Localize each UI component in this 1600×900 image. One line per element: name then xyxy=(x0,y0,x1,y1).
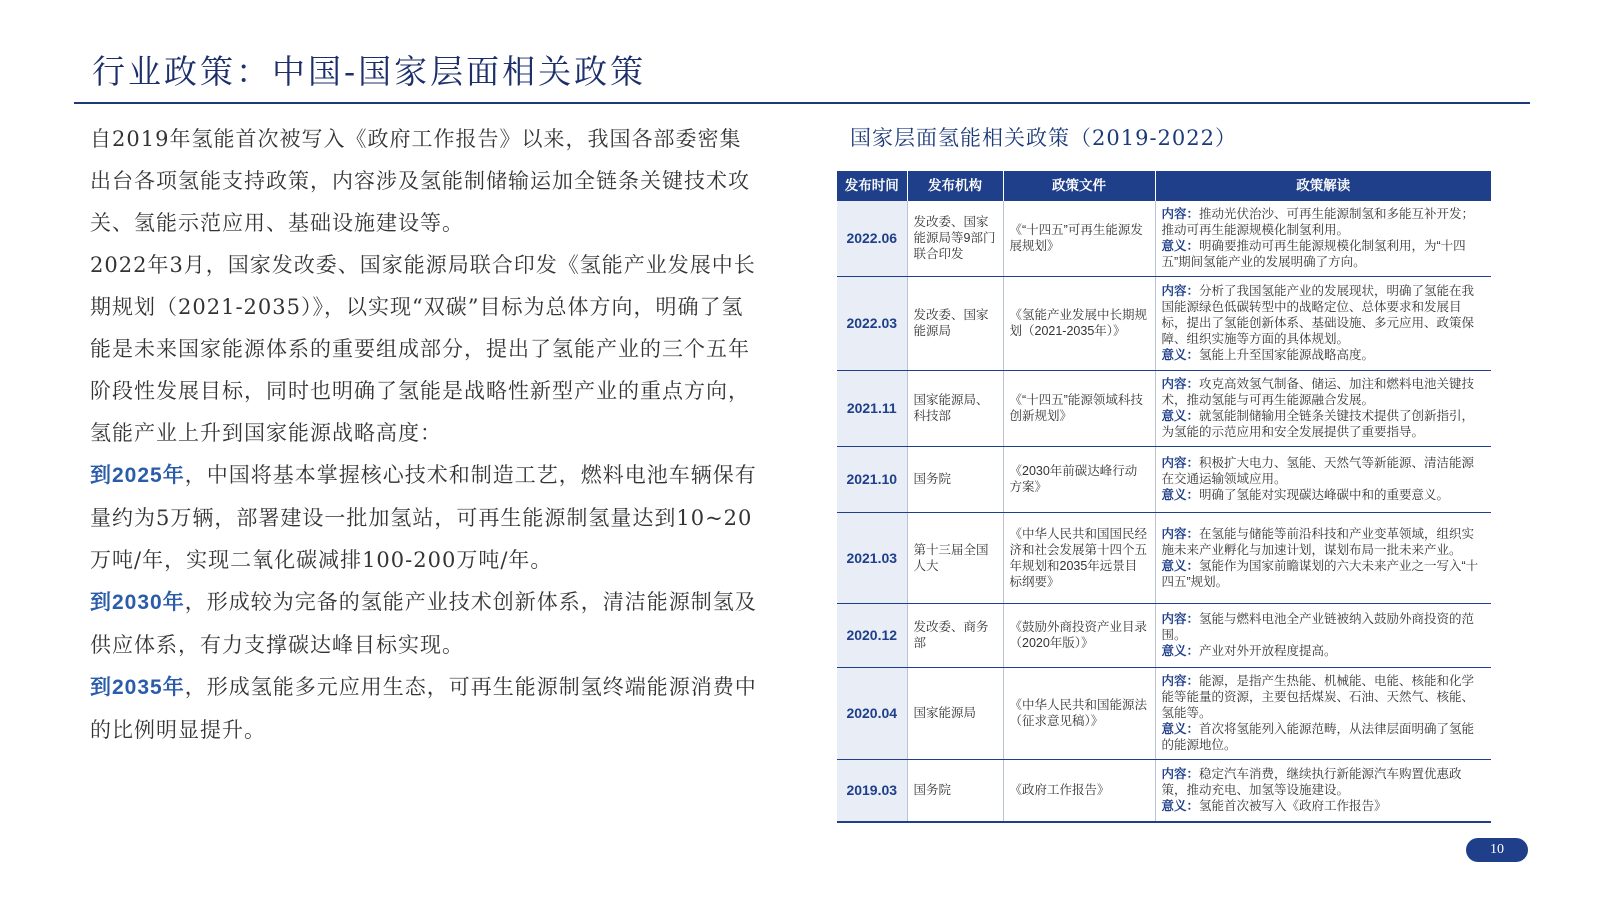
goal-year: 到2025年 xyxy=(90,464,185,487)
content-label: 内容： xyxy=(1161,456,1200,470)
header-date: 发布时间 xyxy=(837,171,907,201)
row-org: 发改委、商务部 xyxy=(907,603,1003,667)
row-meaning: 就氢能制储输用全链条关键技术提供了创新指引，为氢能的示范应用和安全发展提供了重要指导。 xyxy=(1161,409,1475,439)
header-org: 发布机构 xyxy=(907,171,1003,201)
content-label: 内容： xyxy=(1161,612,1200,626)
meaning-label: 意义： xyxy=(1161,644,1200,658)
goal-2030 xyxy=(90,581,760,666)
table-row xyxy=(837,370,1491,446)
header-doc: 政策文件 xyxy=(1003,171,1155,201)
goal-year: 到2035年 xyxy=(90,676,185,699)
row-org: 国务院 xyxy=(907,446,1003,512)
row-org: 国家能源局 xyxy=(907,667,1003,759)
row-doc: 《“十四五”可再生能源发展规划》 xyxy=(1003,201,1155,276)
row-interpretation xyxy=(1155,667,1491,759)
intro-paragraph-1: 自2019年氢能首次被写入《政府工作报告》以来，我国各部委密集出台各项氢能支持政策，内容涉及氢能制储输运加全链条关键技术攻关、氢能示范应用、基础设施建设等。 xyxy=(90,127,750,235)
table-header-row xyxy=(837,171,1491,201)
content-label: 内容： xyxy=(1161,207,1200,222)
row-doc: 《中华人民共和国国民经济和社会发展第十四个五年规划和2035年远景目标纲要》 xyxy=(1003,512,1155,603)
row-meaning: 氢能首次被写入《政府工作报告》 xyxy=(1199,799,1387,814)
row-date: 2021.11 xyxy=(837,370,907,446)
policy-table xyxy=(837,171,1491,823)
content-label: 内容： xyxy=(1161,767,1200,782)
goal-text: ，中国将基本掌握核心技术和制造工艺，燃料电池车辆保有量约为5万辆，部署建设一批加氢站，可再生能源制氢量达到10~20万吨/年，实现二氧化碳减排100-200万吨/年。 xyxy=(90,463,757,572)
row-doc: 《鼓励外商投资产业目录（2020年版）》 xyxy=(1003,603,1155,667)
row-interpretation xyxy=(1155,276,1491,370)
meaning-label: 意义： xyxy=(1161,799,1200,814)
meaning-label: 意义： xyxy=(1161,722,1200,736)
row-content: 推动光伏治沙、可再生能源制氢和多能互补开发；推动可再生能源规模化制氢利用。 xyxy=(1161,207,1475,238)
row-interpretation xyxy=(1155,370,1491,446)
table-row xyxy=(837,603,1491,667)
page-number-badge: 10 xyxy=(1466,838,1528,862)
row-org: 国务院 xyxy=(907,759,1003,822)
row-org: 国家能源局、科技部 xyxy=(907,370,1003,446)
table-row xyxy=(837,512,1491,603)
row-interpretation xyxy=(1155,603,1491,667)
title-divider xyxy=(74,102,1530,104)
goal-2025 xyxy=(90,454,760,581)
row-date: 2021.10 xyxy=(837,446,907,512)
table-title: 国家层面氢能相关政策（2019-2022） xyxy=(850,126,1237,150)
row-interpretation xyxy=(1155,512,1491,603)
table-row xyxy=(837,276,1491,370)
row-meaning: 明确要推动可再生能源规模化制氢利用，为“十四五”期间氢能产业的发展明确了方向。 xyxy=(1161,239,1466,270)
content-label: 内容： xyxy=(1161,526,1200,541)
content-label: 内容： xyxy=(1161,377,1200,391)
row-doc: 《政府工作报告》 xyxy=(1003,759,1155,822)
goal-year: 到2030年 xyxy=(90,591,185,614)
row-content: 能源，是指产生热能、机械能、电能、核能和化学能等能量的资源，主要包括煤炭、石油、天然气、核能、氢能等。 xyxy=(1161,674,1475,720)
row-content: 稳定汽车消费，继续执行新能源汽车购置优惠政策，推动充电、加氢等设施建设。 xyxy=(1161,767,1462,798)
row-org: 第十三届全国人大 xyxy=(907,512,1003,603)
content-label: 内容： xyxy=(1161,674,1200,688)
row-content: 分析了我国氢能产业的发展现状，明确了氢能在我国能源绿色低碳转型中的战略定位、总体要求和发展目标，提出了氢能创新体系、基础设施、多元应用、政策保障、组织实施等方面的具体规划。 xyxy=(1161,284,1475,346)
row-meaning: 产业对外开放程度提高。 xyxy=(1199,644,1337,658)
row-content: 攻克高效氢气制备、储运、加注和燃料电池关键技术，推动氢能与可再生能源融合发展。 xyxy=(1161,377,1475,407)
row-meaning: 氢能作为国家前瞻谋划的六大未来产业之一写入“十四五”规划。 xyxy=(1161,558,1479,589)
intro-paragraph-2: 2022年3月，国家发改委、国家能源局联合印发《氢能产业发展中长期规划（2021-2035）》，以实现“双碳”目标为总体方向，明确了氢能是未来国家能源体系的重要组成部分，提出了氢能产业的三个五年阶段性发展目标，同时也明确了氢能是战略性新型产业的重点方向，氢能产业上升到国家能源战略高度： xyxy=(90,253,756,445)
row-date: 2022.03 xyxy=(837,276,907,370)
row-content: 氢能与燃料电池全产业链被纳入鼓励外商投资的范围。 xyxy=(1161,612,1475,642)
goal-text: ，形成氢能多元应用生态，可再生能源制氢终端能源消费中的比例明显提升。 xyxy=(90,675,757,742)
row-doc: 《2030年前碳达峰行动方案》 xyxy=(1003,446,1155,512)
row-interpretation xyxy=(1155,201,1491,276)
row-content: 在氢能与储能等前沿科技和产业变革领域，组织实施未来产业孵化与加速计划，谋划布局一批未来产业。 xyxy=(1161,526,1475,557)
meaning-label: 意义： xyxy=(1161,239,1200,254)
row-meaning: 明确了氢能对实现碳达峰碳中和的重要意义。 xyxy=(1199,488,1450,502)
row-date: 2020.12 xyxy=(837,603,907,667)
meaning-label: 意义： xyxy=(1161,558,1200,573)
row-doc: 《“十四五”能源领域科技创新规划》 xyxy=(1003,370,1155,446)
meaning-label: 意义： xyxy=(1161,409,1200,423)
table-row xyxy=(837,201,1491,276)
row-date: 2020.04 xyxy=(837,667,907,759)
content-label: 内容： xyxy=(1161,284,1200,298)
meaning-label: 意义： xyxy=(1161,348,1200,362)
header-interpretation: 政策解读 xyxy=(1155,171,1491,201)
row-date: 2021.03 xyxy=(837,512,907,603)
row-meaning: 首次将氢能列入能源范畴，从法律层面明确了氢能的能源地位。 xyxy=(1161,722,1475,752)
table-row xyxy=(837,759,1491,822)
intro-text xyxy=(90,118,760,751)
goal-2035 xyxy=(90,666,760,751)
row-interpretation xyxy=(1155,446,1491,512)
row-meaning: 氢能上升至国家能源战略高度。 xyxy=(1199,348,1375,362)
row-date: 2022.06 xyxy=(837,201,907,276)
table-row xyxy=(837,446,1491,512)
row-org: 发改委、国家能源局等9部门联合印发 xyxy=(907,201,1003,276)
page-title: 行业政策：中国-国家层面相关政策 xyxy=(92,52,647,91)
meaning-label: 意义： xyxy=(1161,488,1200,502)
row-doc: 《中华人民共和国能源法（征求意见稿）》 xyxy=(1003,667,1155,759)
row-doc: 《氢能产业发展中长期规划（2021-2035年）》 xyxy=(1003,276,1155,370)
row-org: 发改委、国家能源局 xyxy=(907,276,1003,370)
table-row xyxy=(837,667,1491,759)
goal-text: ，形成较为完备的氢能产业技术创新体系，清洁能源制氢及供应体系，有力支撑碳达峰目标实现。 xyxy=(90,590,757,657)
row-content: 积极扩大电力、氢能、天然气等新能源、清洁能源在交通运输领域应用。 xyxy=(1161,456,1475,486)
row-date: 2019.03 xyxy=(837,759,907,822)
row-interpretation xyxy=(1155,759,1491,822)
